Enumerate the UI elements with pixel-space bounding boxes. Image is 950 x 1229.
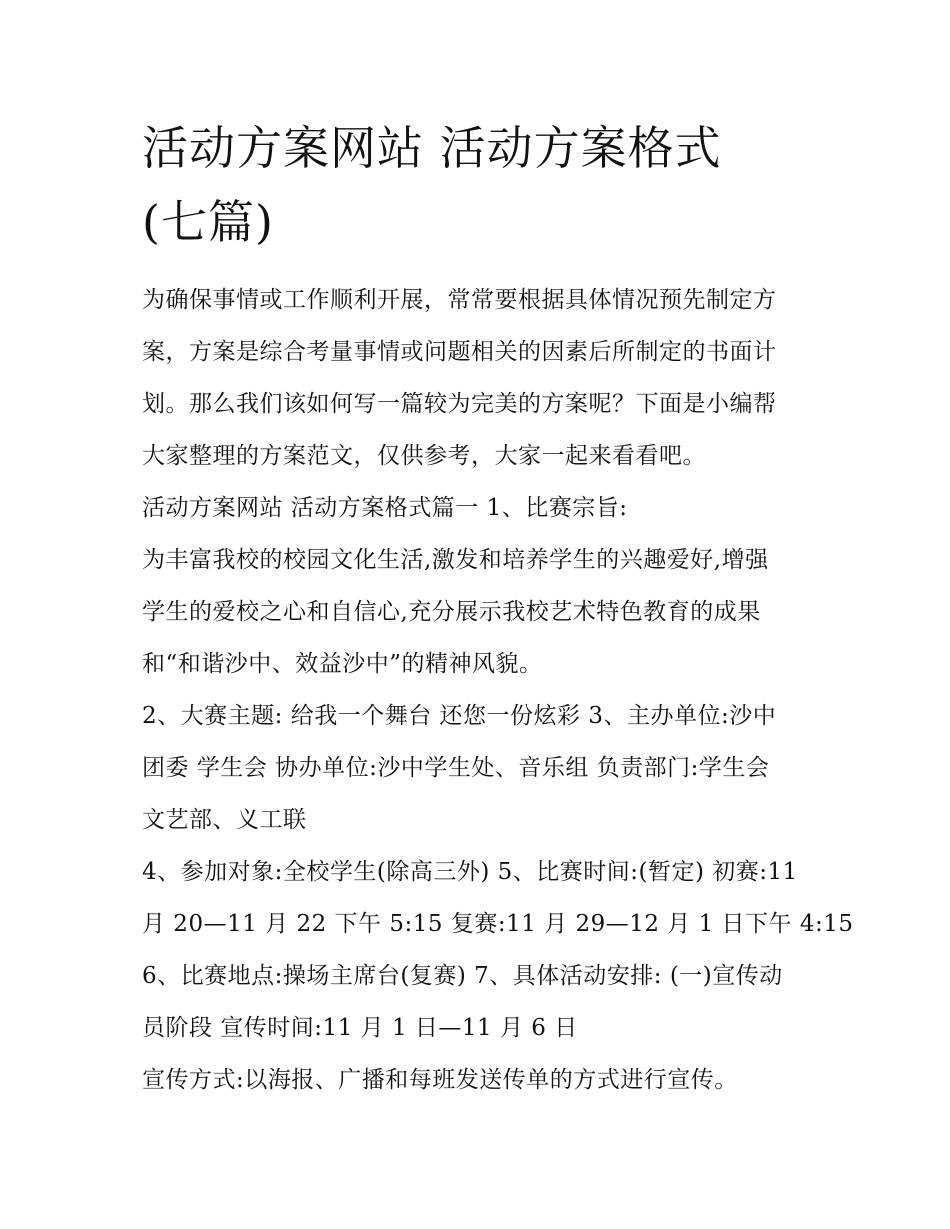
text-line: 和“和谐沙中、效益沙中”的精神风貌。: [142, 651, 543, 677]
text-line: 文艺部、义工联: [142, 807, 307, 833]
text-line: 为丰富我校的校园文化生活,激发和培养学生的兴趣爱好,增强: [142, 547, 769, 573]
text-line: 划。那么我们该如何写一篇较为完美的方案呢？下面是小编帮: [142, 391, 777, 417]
venue-schedule-paragraph: [142, 950, 822, 1054]
publicity-method-paragraph: [142, 1054, 822, 1106]
participants-time-paragraph: [142, 846, 854, 950]
theme-organizer-paragraph: [142, 690, 822, 846]
text-line: 案，方案是综合考量事情或问题相关的因素后所制定的书面计: [142, 339, 777, 365]
text-line: 月 20—11 月 22 下午 5:15 复赛:11 月 29—12 月 1 日下午 4:15: [142, 911, 854, 937]
text-line: 2、大赛主题: 给我一个舞台 还您一份炫彩 3、主办单位:沙中: [142, 703, 777, 729]
title-line-2: (七篇): [142, 195, 274, 249]
document-body: [142, 274, 854, 1106]
text-line: 6、比赛地点:操场主席台(复赛) 7、具体活动安排: (一)宣传动: [142, 963, 783, 989]
title-line-1: 活动方案网站 活动方案格式: [142, 121, 722, 175]
text-line: 宣传方式:以海报、广播和每班发送传单的方式进行宣传。: [142, 1067, 738, 1093]
text-line: 为确保事情或工作顺利开展，常常要根据具体情况预先制定方: [142, 287, 777, 313]
purpose-paragraph: [142, 534, 822, 690]
text-line: 团委 学生会 协办单位:沙中学生处、音乐组 负责部门:学生会: [142, 755, 770, 781]
document-page: [142, 118, 854, 1106]
section-heading-paragraph: [142, 482, 822, 534]
document-title: [142, 118, 822, 252]
intro-paragraph: [142, 274, 822, 482]
text-line: 员阶段 宣传时间:11 月 1 日—11 月 6 日: [142, 1015, 578, 1041]
text-line: 大家整理的方案范文，仅供参考，大家一起来看看吧。: [142, 443, 706, 469]
text-line: 学生的爱校之心和自信心,充分展示我校艺术特色教育的成果: [142, 599, 761, 625]
text-line: 4、参加对象:全校学生(除高三外) 5、比赛时间:(暂定) 初赛:11: [142, 859, 798, 885]
text-line: 活动方案网站 活动方案格式篇一 1、比赛宗旨:: [142, 495, 628, 521]
